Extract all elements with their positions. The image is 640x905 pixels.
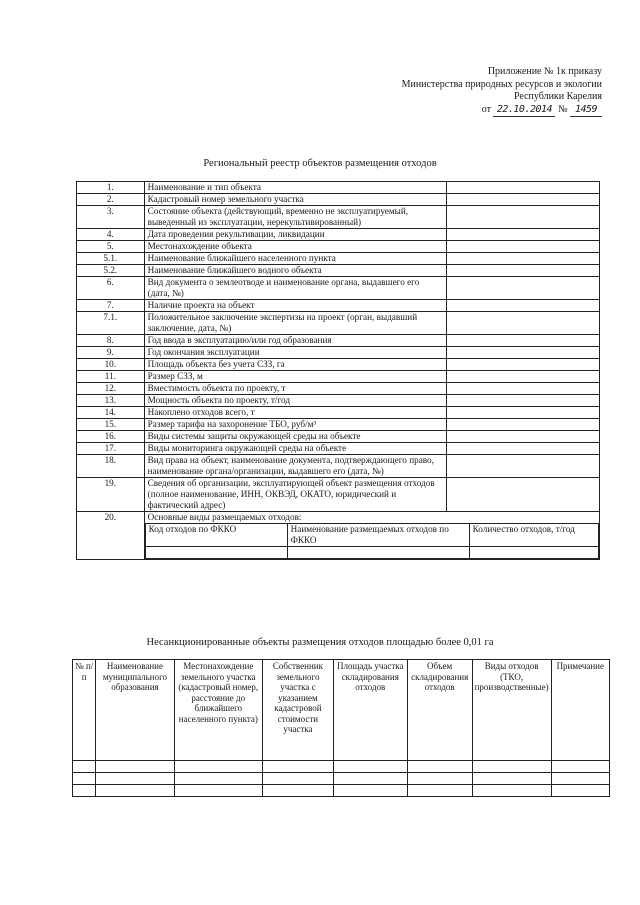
- registry-row: [77, 478, 600, 512]
- column-header: Местонахождение земельного участка (кадастровый номер, расстояние до ближайшего населенного пункта): [174, 660, 263, 761]
- row-value-cell[interactable]: [446, 407, 599, 419]
- row-number: 15.: [77, 419, 145, 431]
- row-number: 18.: [77, 455, 145, 478]
- table-cell[interactable]: [263, 761, 334, 773]
- waste-types-header: Количество отходов, т/год: [469, 524, 598, 547]
- table-cell[interactable]: [73, 761, 96, 773]
- date-prefix: от: [481, 103, 491, 115]
- registry-row: [77, 253, 600, 265]
- table-cell[interactable]: [174, 761, 263, 773]
- registry-title: Региональный реестр объектов размещения отходов: [203, 158, 437, 169]
- table-cell[interactable]: [407, 761, 472, 773]
- table-cell[interactable]: [96, 773, 174, 785]
- region-line: Республики Карелия: [513, 91, 602, 102]
- registry-row: [77, 359, 600, 371]
- row-value-cell[interactable]: [446, 395, 599, 407]
- column-header: Объем складирования отходов: [407, 660, 472, 761]
- row-label: Накоплено отходов всего, т: [144, 407, 446, 419]
- row-value-cell[interactable]: [446, 371, 599, 383]
- number-prefix: №: [557, 103, 568, 115]
- waste-types-table: [145, 523, 599, 559]
- table-cell[interactable]: [472, 785, 551, 797]
- column-header: Наименование муниципального образования: [96, 660, 174, 761]
- row-label: Вид документа о землеотводе и наименование органа, выдавшего его (дата, №): [144, 277, 446, 300]
- column-header: Собственник земельного участка с указанием кадастровой стоимости участка: [263, 660, 334, 761]
- row-number: 12.: [77, 383, 145, 395]
- row-label: Основные виды размещаемых отходов:: [147, 512, 302, 522]
- row-number: 5.2.: [77, 265, 145, 277]
- registry-row: [77, 455, 600, 478]
- row-number: 17.: [77, 443, 145, 455]
- row-value-cell[interactable]: [446, 419, 599, 431]
- table-cell[interactable]: [333, 761, 407, 773]
- table-cell[interactable]: [333, 773, 407, 785]
- row-label: Год окончания эксплуатации: [144, 347, 446, 359]
- row-number: 8.: [77, 335, 145, 347]
- row-value-cell[interactable]: [446, 300, 599, 312]
- row-number: 13.: [77, 395, 145, 407]
- row-value-cell[interactable]: [446, 347, 599, 359]
- column-header: Площадь участка складирования отходов: [333, 660, 407, 761]
- column-header: № п/п: [73, 660, 96, 761]
- row-label: Местонахождение объекта: [144, 241, 446, 253]
- row-label: Год ввода в эксплуатацию/или год образования: [144, 335, 446, 347]
- registry-row: [77, 312, 600, 335]
- table-cell[interactable]: [407, 785, 472, 797]
- row-label: Положительное заключение экспертизы на проект (орган, выдавший заключение, дата, №): [144, 312, 446, 335]
- row-value-cell[interactable]: [446, 359, 599, 371]
- waste-types-cell: [144, 512, 599, 560]
- row-value-cell[interactable]: [446, 383, 599, 395]
- table-cell[interactable]: [73, 785, 96, 797]
- row-label: Состояние объекта (действующий, временно не эксплуатируемый, выведенный из эксплуатации, нерекультивированный): [144, 206, 446, 229]
- table-cell[interactable]: [174, 773, 263, 785]
- waste-types-header: Наименование размещаемых отходов по ФККО: [287, 524, 469, 547]
- row-value-cell[interactable]: [446, 206, 599, 229]
- row-value-cell[interactable]: [446, 182, 599, 194]
- row-label: Площадь объекта без учета СЗЗ, га: [144, 359, 446, 371]
- row-label: Виды системы защиты окружающей среды на объекте: [144, 431, 446, 443]
- row-label: Наличие проекта на объект: [144, 300, 446, 312]
- row-label: Наименование ближайшего водного объекта: [144, 265, 446, 277]
- row-value-cell[interactable]: [446, 194, 599, 206]
- row-number: 14.: [77, 407, 145, 419]
- row-number: 7.1.: [77, 312, 145, 335]
- row-number: 4.: [77, 229, 145, 241]
- row-number: 20.: [77, 512, 145, 560]
- table-cell[interactable]: [472, 773, 551, 785]
- table-cell[interactable]: [96, 761, 174, 773]
- unauthorized-table: [72, 659, 610, 797]
- row-number: 11.: [77, 371, 145, 383]
- registry-row: [77, 265, 600, 277]
- registry-row: [77, 335, 600, 347]
- table-cell[interactable]: [551, 785, 609, 797]
- row-value-cell[interactable]: [446, 253, 599, 265]
- registry-row: [77, 407, 600, 419]
- table-cell[interactable]: [551, 773, 609, 785]
- row-number: 2.: [77, 194, 145, 206]
- registry-row: [77, 371, 600, 383]
- ministry-line: Министерства природных ресурсов и экологии: [401, 78, 602, 90]
- row-label: Виды мониторинга окружающей среды на объекте: [144, 443, 446, 455]
- row-number: 7.: [77, 300, 145, 312]
- row-value-cell[interactable]: [446, 277, 599, 300]
- registry-row: [77, 512, 600, 560]
- row-label: Наименование ближайшего населенного пункта: [144, 253, 446, 265]
- row-number: 6.: [77, 277, 145, 300]
- row-value-cell[interactable]: [446, 431, 599, 443]
- table-cell[interactable]: [73, 773, 96, 785]
- registry-row: [77, 241, 600, 253]
- table-row: [73, 773, 610, 785]
- waste-types-row: [145, 547, 598, 559]
- registry-row: [77, 431, 600, 443]
- row-number: 9.: [77, 347, 145, 359]
- row-label: Вместимость объекта по проекту, т: [144, 383, 446, 395]
- row-label: Сведения об организации, эксплуатирующей объект размещения отходов (полное наименование, ИНН, ОКВЭД, ОКАТО, юридический и фактический адрес): [144, 478, 446, 512]
- row-value-cell[interactable]: [446, 443, 599, 455]
- unauthorized-title: Несанкционированные объекты размещения отходов площадью более 0,01 га: [146, 637, 494, 648]
- table-row: [73, 761, 610, 773]
- registry-row: [77, 383, 600, 395]
- registry-row: [77, 182, 600, 194]
- row-label: Дата проведения рекультивации, ликвидации: [144, 229, 446, 241]
- registry-row: [77, 194, 600, 206]
- table-cell[interactable]: [472, 761, 551, 773]
- row-value-cell[interactable]: [446, 265, 599, 277]
- registry-row: [77, 419, 600, 431]
- row-label: Размер тарифа на захоронение ТБО, руб/м³: [144, 419, 446, 431]
- row-label: Размер СЗЗ, м: [144, 371, 446, 383]
- row-number: 16.: [77, 431, 145, 443]
- column-header: Виды отходов (ТКО, производственные): [472, 660, 551, 761]
- handwritten-date: 22.10.2014: [493, 104, 555, 118]
- row-value-cell[interactable]: [446, 241, 599, 253]
- row-number: 5.: [77, 241, 145, 253]
- row-number: 10.: [77, 359, 145, 371]
- column-header: Примечание: [551, 660, 609, 761]
- registry-table: [76, 181, 600, 560]
- row-number: 19.: [77, 478, 145, 512]
- table-row: [73, 785, 610, 797]
- registry-row: [77, 229, 600, 241]
- row-label: Кадастровый номер земельного участка: [144, 194, 446, 206]
- registry-row: [77, 395, 600, 407]
- table-cell[interactable]: [96, 785, 174, 797]
- table-cell[interactable]: [551, 761, 609, 773]
- table-cell[interactable]: [263, 785, 334, 797]
- row-value-cell[interactable]: [446, 478, 599, 512]
- row-label: Наименование и тип объекта: [144, 182, 446, 194]
- waste-types-cell-empty[interactable]: [145, 547, 287, 559]
- row-value-cell[interactable]: [446, 229, 599, 241]
- row-number: 3.: [77, 206, 145, 229]
- row-number: 5.1.: [77, 253, 145, 265]
- row-number: 1.: [77, 182, 145, 194]
- registry-row: [77, 347, 600, 359]
- row-label: Мощность объекта по проекту, т/год: [144, 395, 446, 407]
- table-cell[interactable]: [407, 773, 472, 785]
- waste-types-cell-empty[interactable]: [469, 547, 598, 559]
- table-cell[interactable]: [333, 785, 407, 797]
- row-value-cell[interactable]: [446, 455, 599, 478]
- row-value-cell[interactable]: [446, 335, 599, 347]
- document-header: [342, 66, 602, 117]
- registry-row: [77, 277, 600, 300]
- registry-row: [77, 206, 600, 229]
- handwritten-number: 1459: [570, 104, 602, 118]
- registry-row: [77, 300, 600, 312]
- registry-row: [77, 443, 600, 455]
- order-date-line: [342, 104, 602, 118]
- table-cell[interactable]: [263, 773, 334, 785]
- table-cell[interactable]: [174, 785, 263, 797]
- row-value-cell[interactable]: [446, 312, 599, 335]
- row-label: Вид права на объект, наименование документа, подтверждающего право, наименование органа/организации, выдавшего его (дата, №): [144, 455, 446, 478]
- waste-types-header: Код отходов по ФККО: [145, 524, 287, 547]
- appendix-line: Приложение № 1к приказу: [487, 66, 602, 77]
- waste-types-cell-empty[interactable]: [287, 547, 469, 559]
